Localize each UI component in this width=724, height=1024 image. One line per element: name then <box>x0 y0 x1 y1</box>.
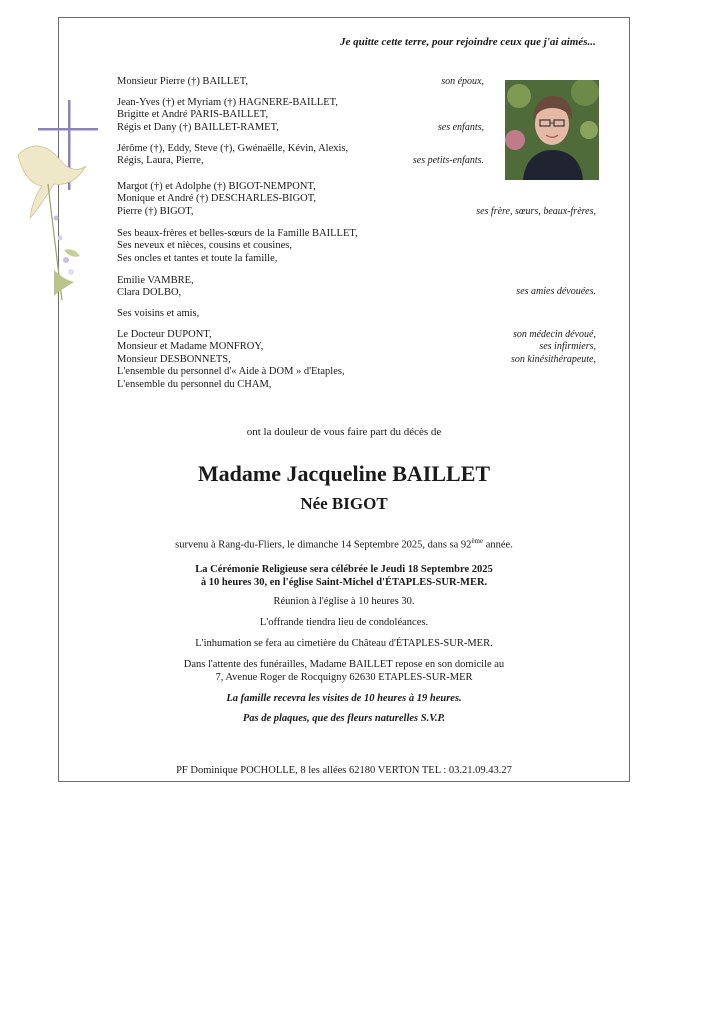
relation-label: ses enfants, <box>437 122 484 133</box>
family-line: Ses beaux-frères et belles-sœurs de la Famille BAILLET, <box>117 228 358 239</box>
ceremony-line: La Cérémonie Religieuse sera célébrée le Jeudi 18 Septembre 2025 <box>195 564 493 575</box>
family-group <box>117 76 248 88</box>
family-line: Régis, Laura, Pierre, <box>117 155 204 167</box>
family-group <box>117 308 199 320</box>
family-line: Margot (†) et Adolphe (†) BIGOT-NEMPONT, <box>117 181 316 192</box>
family-line: Pierre (†) BIGOT, <box>117 205 194 217</box>
family-group <box>117 329 345 391</box>
repose-line: 7, Avenue Roger de Rocquigny 62630 ETAPLES-SUR-MER <box>215 672 473 683</box>
deceased-name: Madame Jacqueline BAILLET <box>197 461 491 486</box>
family-group <box>117 143 348 168</box>
death-text: survenu à Rang-du-Fliers, le dimanche 14 Septembre 2025, dans sa 92 <box>175 539 472 551</box>
family-line: Monsieur et Madame MONFROY, <box>117 341 264 353</box>
relation-label: ses frère, sœurs, beaux-frères, <box>476 206 596 217</box>
family-line: Ses oncles et tantes et toute la famille, <box>117 252 278 264</box>
announcement: ont la douleur de vous faire part du décès de <box>246 426 442 438</box>
relation-line: ses infirmiers, <box>539 341 596 353</box>
reunion-info: Réunion à l'église à 10 heures 30. <box>273 596 415 607</box>
family-line: Emilie VAMBRE, <box>117 275 194 286</box>
family-group <box>117 181 316 218</box>
flowers-info: Pas de plaques, que des fleurs naturelles S.V.P. <box>242 713 446 724</box>
maiden-name: Née BIGOT <box>300 494 388 513</box>
repose-line: Dans l'attente des funérailles, Madame BAILLET repose en son domicile au <box>183 659 505 670</box>
funeral-home-footer: PF Dominique POCHOLLE, 8 les allées 62180 VERTON TEL : 03.21.09.43.27 <box>176 765 512 776</box>
family-line: Régis et Dany (†) BAILLET-RAMET, <box>117 121 279 133</box>
family-line: Jean-Yves (†) et Myriam (†) HAGNERE-BAILLET, <box>117 97 338 108</box>
family-line: Brigitte et André PARIS-BAILLET, <box>117 109 269 121</box>
burial-info: L'inhumation se fera au cimetière du Château d'ÉTAPLES-SUR-MER. <box>195 638 493 649</box>
family-line: Clara DOLBO, <box>117 287 182 299</box>
ordinal-suffix: ème <box>471 537 484 545</box>
repose-info <box>58 658 630 684</box>
relation-label: ses petits-enfants. <box>412 155 484 166</box>
family-line: L'ensemble du personnel d'« Aide à DOM » d'Etaples, <box>117 366 345 378</box>
family-line: L'ensemble du personnel du CHAM, <box>117 378 272 390</box>
family-line: Monique et André (†) DESCHARLES-BIGOT, <box>117 193 316 205</box>
death-suffix: année. <box>483 539 513 551</box>
relation-line: son kinésithérapeute, <box>511 353 596 365</box>
family-group <box>117 275 194 300</box>
ceremony-info <box>58 563 630 589</box>
relation-label: son époux, <box>441 76 484 87</box>
family-line: Monsieur Pierre (†) BAILLET, <box>117 76 249 87</box>
family-line: Jérôme (†), Eddy, Steve (†), Gwénaëlle, Kévin, Alexis, <box>117 143 349 154</box>
offering-info: L'offrande tiendra lieu de condoléances. <box>259 617 429 628</box>
visits-info: La famille recevra les visites de 10 heures à 19 heures. <box>226 693 462 704</box>
relation-label: ses amies dévouées. <box>516 286 596 297</box>
family-group <box>117 97 338 134</box>
death-details <box>58 537 630 551</box>
family-line: Ses voisins et amis, <box>117 308 200 319</box>
relation-line: son médecin dévoué, <box>512 329 596 340</box>
family-line: Monsieur DESBONNETS, <box>117 353 231 365</box>
family-line: Ses neveux et nièces, cousins et cousines, <box>117 240 292 252</box>
family-line: Le Docteur DUPONT, <box>117 329 212 340</box>
relation-label <box>511 329 596 366</box>
cross-dove-decoration <box>8 100 108 310</box>
ceremony-line: à 10 heures 30, en l'église Saint-Michel d'ÉTAPLES-SUR-MER. <box>200 577 488 588</box>
portrait-photo <box>505 80 599 180</box>
epigraph: Je quitte cette terre, pour rejoindre ceux que j'ai aimés... <box>340 36 596 48</box>
family-group <box>117 228 358 265</box>
